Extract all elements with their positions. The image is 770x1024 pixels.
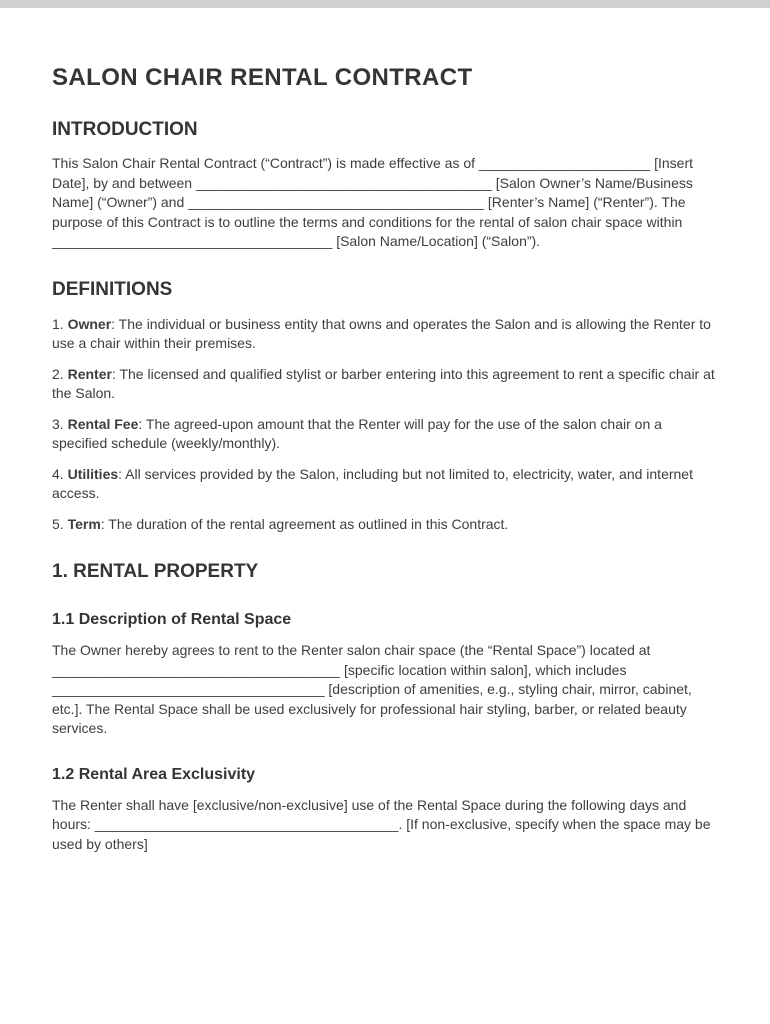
definition-term: Owner [67,315,112,332]
definition-number: 5. [52,515,68,532]
definition-item-rental-fee [52,415,717,454]
definition-number: 4. [52,465,68,482]
subsection-heading-rental-area-exclusivity: 1.2 Rental Area Exclusivity [52,765,256,783]
definition-text: : The individual or business entity that owns and operates the Salon and is allowing the Renter to use a chair within their premises. [52,315,711,352]
section-heading-definitions: DEFINITIONS [52,278,173,300]
rental-area-exclusivity-paragraph: The Renter shall have [exclusive/non-exclusive] use of the Rental Space during the following days and hours: _______________________________________. [If non-exclusive, specify when the space may be used by others] [52,796,711,852]
definition-number: 3. [52,415,68,432]
definition-term: Utilities [67,465,119,482]
definition-item-renter [52,365,717,404]
subsection-heading-description-of-rental-space: 1.1 Description of Rental Space [52,610,292,628]
definition-number: 1. [52,315,68,332]
definition-term: Renter [67,365,112,382]
definition-item-utilities [52,465,717,504]
definition-term: Term [67,515,101,532]
description-of-rental-space-paragraph: The Owner hereby agrees to rent to the Renter salon chair space (the “Rental Space”) located at _____________________________________ [specific location within salon], which includes ___________________________________ [description of amenities, e.g., styling chair, mirror, cabinet, etc.]. The Rental Space shall be used exclusively for professional hair styling, barber, or related beauty services. [52,642,692,737]
definition-text: : The duration of the rental agreement as outlined in this Contract. [100,515,509,532]
definition-text: : All services provided by the Salon, including but not limited to, electricity, water, and internet access. [52,465,693,502]
section-heading-introduction: INTRODUCTION [52,118,198,140]
section-heading-rental-property: 1. RENTAL PROPERTY [52,561,259,583]
definition-item-owner [52,315,717,354]
definition-text: : The agreed-upon amount that the Renter will pay for the use of the salon chair on a specified schedule (weekly/monthly). [52,415,662,452]
definition-number: 2. [52,365,68,382]
page-top-edge [0,0,770,8]
definition-item-term [52,515,717,535]
introduction-paragraph: This Salon Chair Rental Contract (“Contract”) is made effective as of ______________________ [Insert Date], by and between ______________________________________ [Salon Owner’s Name/Business Name] (“Owner”) and ______________________________________ [Renter’s Name] (“Renter”). The purpose of this Contract is to outline the terms and conditions for the rental of salon chair space within ____________________________________ [Salon Name/Location] (“Salon”). [52,155,693,250]
definition-text: : The licensed and qualified stylist or barber entering into this agreement to rent a specific chair at the Salon. [52,365,715,402]
definition-term: Rental Fee [67,415,139,432]
document-title: SALON CHAIR RENTAL CONTRACT [52,64,473,91]
